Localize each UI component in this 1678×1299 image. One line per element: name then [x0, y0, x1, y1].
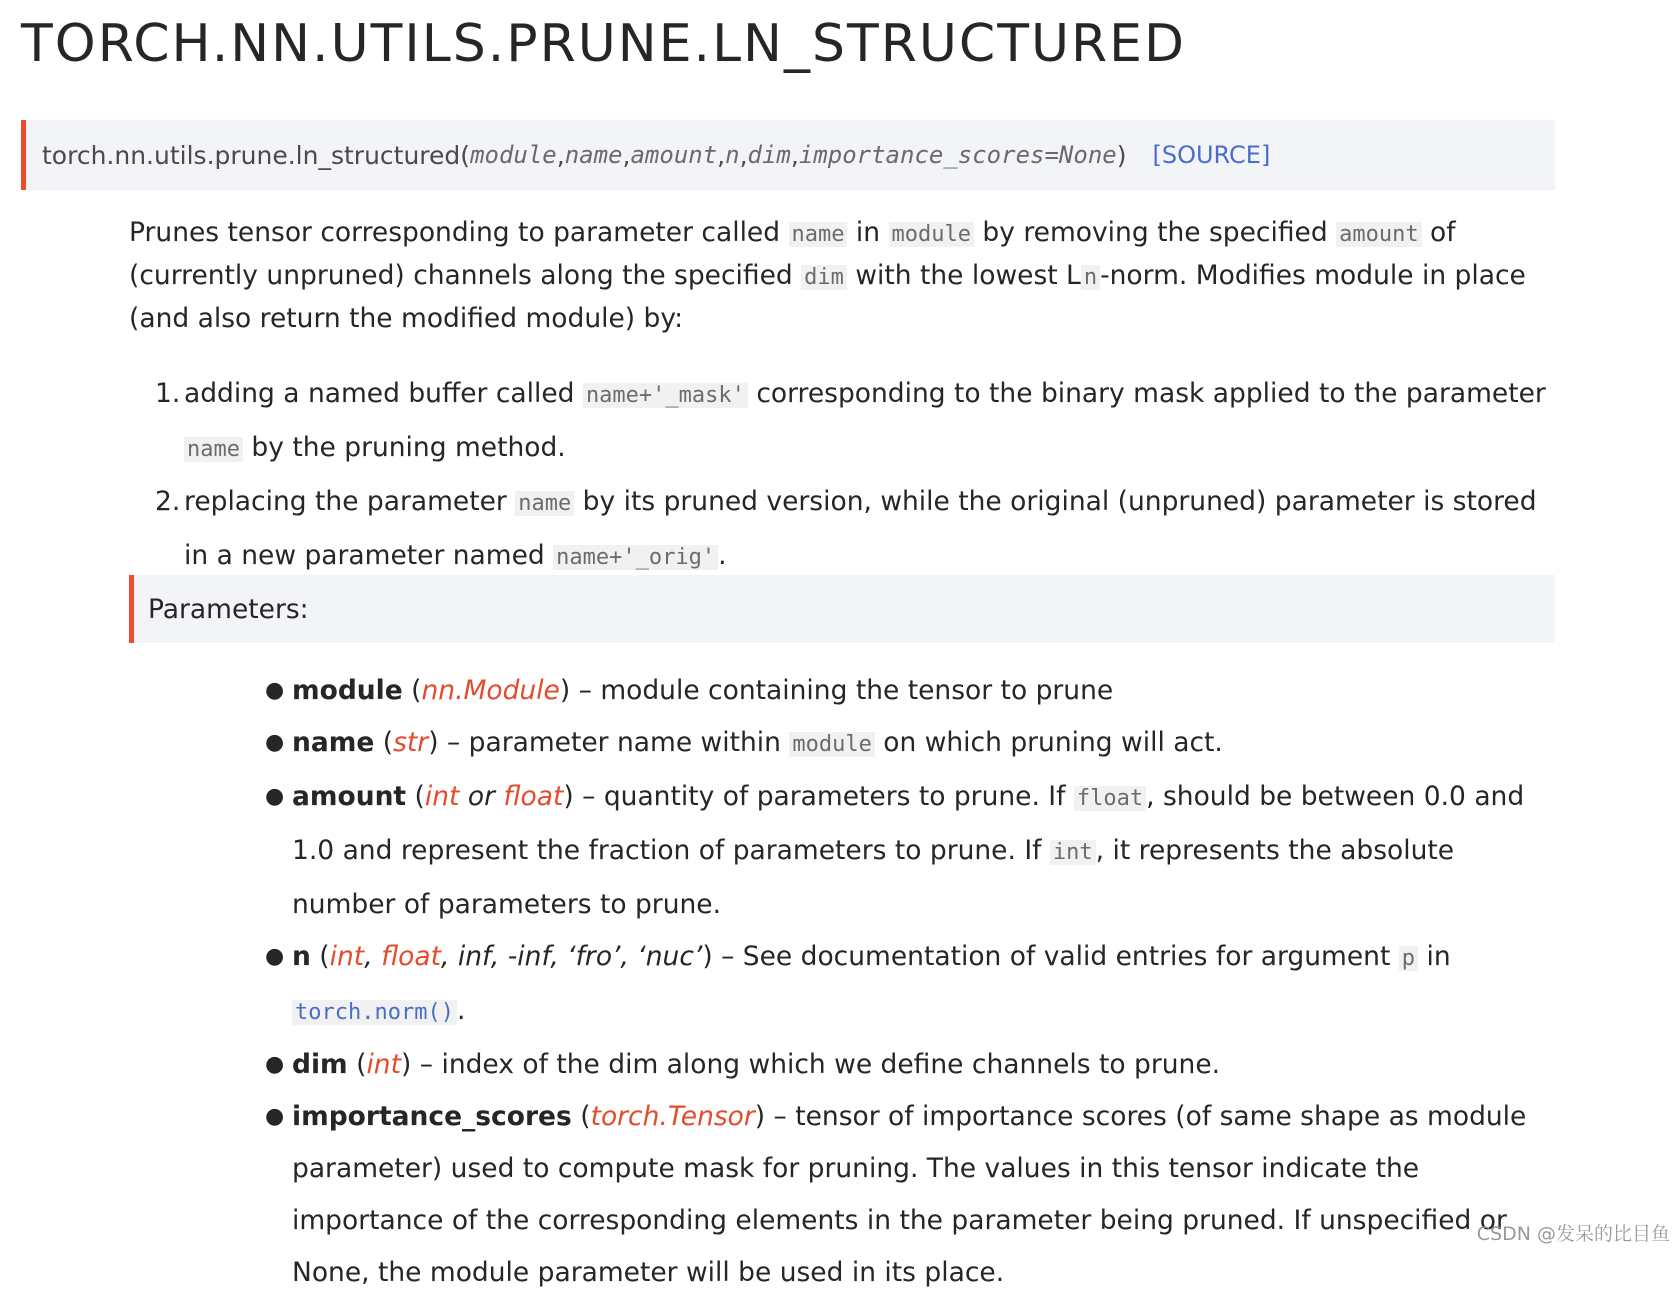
bullet-icon: ● — [265, 1052, 285, 1077]
param-desc: . — [456, 995, 466, 1026]
bullet-icon: ● — [265, 1104, 285, 1129]
dash: – — [712, 941, 743, 972]
param-desc: tensor of importance scores (of same shape as module parameter) used to compute mask for pruning. The values in this tensor indicate the importance of the corresponding elements in the parameter being pruned. If unspecified or None, the module parameter will be used in its place. — [292, 1101, 1527, 1288]
param-desc: , it represents the absolute number of parameters to prune. — [292, 835, 1455, 920]
dash: – — [570, 675, 601, 706]
torch-norm-link[interactable]: torch.norm() — [292, 1000, 457, 1025]
inline-code: dim — [801, 265, 847, 290]
param-desc: quantity of parameters to prune. If — [603, 781, 1074, 812]
param-item-name — [265, 717, 1555, 771]
parameters-list — [265, 665, 1555, 1299]
desc-text: -norm. Modifies module in place (and also return the modified module) by: — [129, 260, 1526, 334]
inline-code: name — [515, 491, 574, 516]
inline-code: module — [789, 732, 874, 757]
inline-code: p — [1399, 946, 1418, 971]
bullet-icon: ● — [265, 730, 285, 755]
desc-text: of (currently unpruned) channels along the specified — [129, 217, 1456, 291]
param-name: name — [292, 727, 375, 758]
paren: ( — [571, 1101, 591, 1132]
function-signature — [21, 120, 1555, 190]
paren: ( — [310, 941, 330, 972]
param-name: n — [292, 941, 311, 972]
param-desc: module containing the tensor to prune — [600, 675, 1114, 706]
inline-code: module — [889, 222, 974, 247]
param-desc: in — [1418, 941, 1451, 972]
list-item — [155, 476, 1555, 584]
desc-text: Prunes tensor corresponding to parameter called — [129, 217, 789, 248]
desc-text: in — [847, 217, 889, 248]
list-number: 2. — [155, 486, 181, 517]
signature-arg-name: name — [564, 141, 623, 169]
signature-sep: , — [556, 140, 565, 170]
signature-open-paren: ( — [460, 140, 471, 170]
signature-arg-dim: dim — [747, 141, 791, 169]
param-type-link[interactable]: str — [393, 727, 429, 758]
signature-sep: , — [717, 140, 726, 170]
inline-code: n — [1081, 265, 1100, 290]
param-type-link[interactable]: float — [503, 781, 564, 812]
type-or: or — [459, 781, 504, 812]
param-item-amount — [265, 771, 1555, 931]
paren: ) — [559, 675, 571, 706]
paren: ) — [401, 1049, 412, 1080]
paren: ( — [406, 781, 425, 812]
list-number: 1. — [155, 378, 181, 409]
param-item-importance-scores — [265, 1091, 1555, 1299]
bullet-icon: ● — [265, 784, 285, 809]
paren: ( — [374, 727, 394, 758]
signature-sep: , — [622, 140, 631, 170]
param-type-link[interactable]: nn.Module — [421, 675, 560, 706]
paren: ( — [402, 675, 422, 706]
param-name: module — [292, 675, 403, 706]
param-item-n — [265, 931, 1555, 1039]
dash: – — [411, 1049, 442, 1080]
type-sep: , — [364, 941, 382, 972]
param-desc: See documentation of valid entries for argument — [742, 941, 1399, 972]
watermark: CSDN @发呆的比目鱼 — [1476, 1223, 1670, 1245]
parameters-header — [129, 575, 1555, 643]
param-name: importance_scores — [292, 1101, 572, 1132]
dash: – — [438, 727, 469, 758]
steps-list — [155, 368, 1555, 584]
param-type-link[interactable]: int — [424, 781, 460, 812]
param-type-link[interactable]: torch.Tensor — [590, 1101, 755, 1132]
step-text: adding a named buffer called — [184, 378, 583, 409]
param-item-module — [265, 665, 1555, 717]
step-text: by its pruned version, while the original (unpruned) parameter is stored in a new parameter named — [184, 486, 1537, 571]
paren: ) — [428, 727, 439, 758]
signature-arg-n: n — [725, 141, 740, 169]
bullet-icon: ● — [265, 678, 285, 703]
signature-close-paren: ) — [1116, 140, 1127, 170]
step-text: . — [718, 540, 727, 571]
step-text: replacing the parameter — [184, 486, 516, 517]
inline-code: int — [1050, 840, 1096, 865]
dash: – — [765, 1101, 796, 1132]
param-desc: , should be between 0.0 and 1.0 and represent the fraction of parameters to prune. If — [292, 781, 1525, 866]
param-desc: parameter name within — [468, 727, 790, 758]
signature-arg-amount: amount — [630, 141, 718, 169]
bullet-icon: ● — [265, 944, 285, 969]
step-text: by the pruning method. — [242, 432, 566, 463]
paren: ) — [563, 781, 574, 812]
page-title: TORCH.NN.UTILS.PRUNE.LN_STRUCTURED — [21, 14, 1187, 74]
signature-sep: , — [739, 140, 748, 170]
step-text: corresponding to the binary mask applied to the parameter — [747, 378, 1546, 409]
inline-code: float — [1074, 786, 1146, 811]
inline-code: name — [184, 437, 243, 462]
param-name: amount — [292, 781, 407, 812]
signature-arg-importance-scores: importance_scores=None — [798, 141, 1117, 169]
paren: ) — [754, 1101, 766, 1132]
signature-fn-name: torch.nn.utils.prune.ln_structured — [42, 140, 461, 170]
list-item — [155, 368, 1555, 476]
param-name: dim — [292, 1049, 348, 1080]
description-paragraph — [129, 212, 1554, 339]
param-type-link[interactable]: float — [381, 941, 442, 972]
paren: ( — [347, 1049, 367, 1080]
signature-sep: , — [790, 140, 799, 170]
signature-arg-module: module — [470, 141, 557, 169]
inline-code: name — [789, 222, 848, 247]
source-link[interactable]: [SOURCE] — [1152, 141, 1271, 169]
param-type-link[interactable]: int — [366, 1049, 401, 1080]
param-type-link[interactable]: int — [329, 941, 365, 972]
inline-code: name+'_orig' — [553, 545, 718, 570]
inline-code: amount — [1336, 222, 1421, 247]
parameters-header-label: Parameters: — [148, 593, 309, 625]
desc-text: with the lowest L — [846, 260, 1081, 291]
type-rest: , inf, -inf, ‘fro’, ‘nuc’ — [441, 941, 703, 972]
param-desc: on which pruning will act. — [874, 727, 1223, 758]
param-item-dim — [265, 1039, 1555, 1091]
inline-code: name+'_mask' — [583, 383, 748, 408]
param-desc: index of the dim along which we define channels to prune. — [441, 1049, 1221, 1080]
dash: – — [573, 781, 604, 812]
paren: ) — [702, 941, 713, 972]
desc-text: by removing the specified — [973, 217, 1337, 248]
